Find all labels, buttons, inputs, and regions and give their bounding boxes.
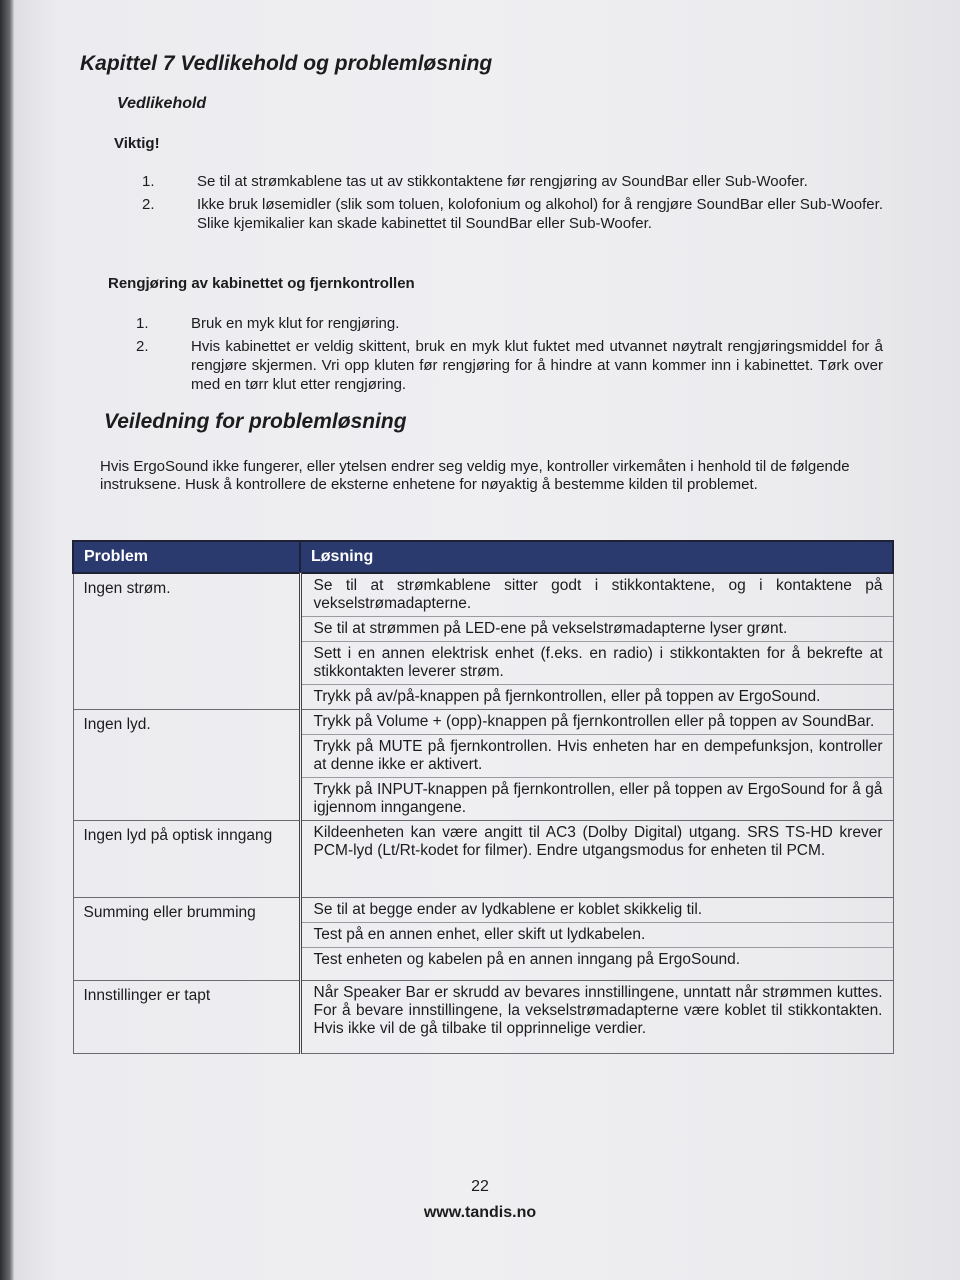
maintenance-heading: Vedlikehold bbox=[117, 95, 207, 112]
footer-url: www.tandis.no bbox=[423, 1204, 537, 1221]
table-row bbox=[73, 898, 893, 981]
list-item bbox=[142, 172, 883, 191]
cleaning-list bbox=[136, 314, 883, 398]
solution-line: Test på en annen enhet, eller skift ut lydkabelen. bbox=[302, 923, 893, 948]
solution-line: Se til at begge ender av lydkablene er koblet skikkelig til. bbox=[302, 898, 893, 923]
solution-cell bbox=[300, 710, 893, 821]
table-row bbox=[73, 981, 893, 1054]
problem-cell: Innstillinger er tapt bbox=[73, 981, 300, 1054]
list-item bbox=[136, 337, 883, 394]
problem-cell: Summing eller brumming bbox=[73, 898, 300, 981]
list-text: Bruk en myk klut for rengjøring. bbox=[191, 315, 400, 332]
troubleshooting-heading: Veiledning for problemløsning bbox=[104, 410, 407, 433]
list-number: 1. bbox=[136, 315, 149, 332]
list-text: Hvis kabinettet er veldig skittent, bruk en myk klut fuktet med utvannet nøytralt rengjøringsmiddel for å rengjøre skjermen. Vri opp kluten før rengjøring for å hindre at vann kommer inn i kabinettet. Tørk over med en tørr klut etter rengjøring. bbox=[191, 338, 883, 393]
problem-cell: Ingen lyd. bbox=[73, 710, 300, 821]
page-number: 22 bbox=[471, 1178, 489, 1195]
list-item bbox=[136, 314, 883, 333]
solution-cell bbox=[300, 898, 893, 981]
list-text: Se til at strømkablene tas ut av stikkontaktene før rengjøring av SoundBar eller Sub-Woofer. bbox=[197, 173, 808, 190]
troubleshooting-table bbox=[72, 540, 894, 1054]
solution-line: Kildeenheten kan være angitt til AC3 (Dolby Digital) utgang. SRS TS-HD krever PCM-lyd (Lt/Rt-kodet for filmer). Endre utgangsmodus for enheten til PCM. bbox=[313, 824, 883, 859]
solution-cell bbox=[300, 981, 893, 1054]
page-edge-shadow bbox=[0, 0, 14, 1280]
maintenance-list bbox=[142, 172, 883, 237]
solution-cell bbox=[300, 573, 893, 710]
list-text: Ikke bruk løsemidler (slik som toluen, kolofonium og alkohol) for å rengjøre SoundBar eller Sub-Woofer. Slike kjemikalier kan skade kabinettet til SoundBar eller Sub-Woofer. bbox=[197, 196, 883, 232]
header-solution: Løsning bbox=[300, 541, 893, 573]
solution-line: Trykk på INPUT-knappen på fjernkontrollen, eller på toppen av ErgoSound for å gå igjennom inngangene. bbox=[313, 781, 883, 816]
solution-cell bbox=[300, 821, 893, 898]
solution-line: Se til at strømmen på LED-ene på vekselstrømadapterne lyser grønt. bbox=[302, 617, 893, 642]
solution-line: Test enheten og kabelen på en annen inngang på ErgoSound. bbox=[313, 951, 741, 968]
chapter-title: Kapittel 7 Vedlikehold og problemløsning bbox=[80, 52, 493, 75]
header-problem: Problem bbox=[73, 541, 300, 573]
solution-line: Trykk på Volume + (opp)-knappen på fjernkontrollen eller på toppen av SoundBar. bbox=[302, 710, 893, 735]
important-label: Viktig! bbox=[114, 135, 160, 152]
list-number: 1. bbox=[142, 173, 155, 190]
solution-line: Se til at strømkablene sitter godt i stikkontaktene, og i kontaktene på vekselstrømadapterne. bbox=[302, 574, 893, 617]
solution-line: Trykk på MUTE på fjernkontrollen. Hvis enheten har en dempefunksjon, kontroller at denne ikke er aktivert. bbox=[302, 735, 893, 778]
table-row bbox=[73, 573, 893, 710]
list-number: 2. bbox=[136, 338, 149, 355]
problem-cell: Ingen lyd på optisk inngang bbox=[73, 821, 300, 898]
cleaning-heading: Rengjøring av kabinettet og fjernkontrollen bbox=[108, 275, 415, 292]
table-row bbox=[73, 821, 893, 898]
table-header-row bbox=[73, 541, 893, 573]
solution-line: Sett i en annen elektrisk enhet (f.eks. en radio) i stikkontakten for å bekrefte at stikkontakten leverer strøm. bbox=[302, 642, 893, 685]
solution-line: Trykk på av/på-knappen på fjernkontrollen, eller på toppen av ErgoSound. bbox=[313, 688, 821, 705]
list-item bbox=[142, 195, 883, 233]
table-row bbox=[73, 710, 893, 821]
troubleshooting-intro: Hvis ErgoSound ikke fungerer, eller ytelsen endrer seg veldig mye, kontroller virkemåten i henhold til de følgende instruksene. Husk å kontrollere de eksterne enhetene for nøyaktig å bestemme kilden til problemet. bbox=[100, 458, 850, 493]
problem-cell: Ingen strøm. bbox=[73, 573, 300, 710]
solution-line: Når Speaker Bar er skrudd av bevares innstillingene, unntatt når strømmen kuttes. For å bevare innstillingene, la vekselstrømadapterne være koblet til stikkontakten. Hvis ikke vil de gå tilbake til opprinnelige verdier. bbox=[313, 984, 883, 1037]
list-number: 2. bbox=[142, 196, 155, 213]
